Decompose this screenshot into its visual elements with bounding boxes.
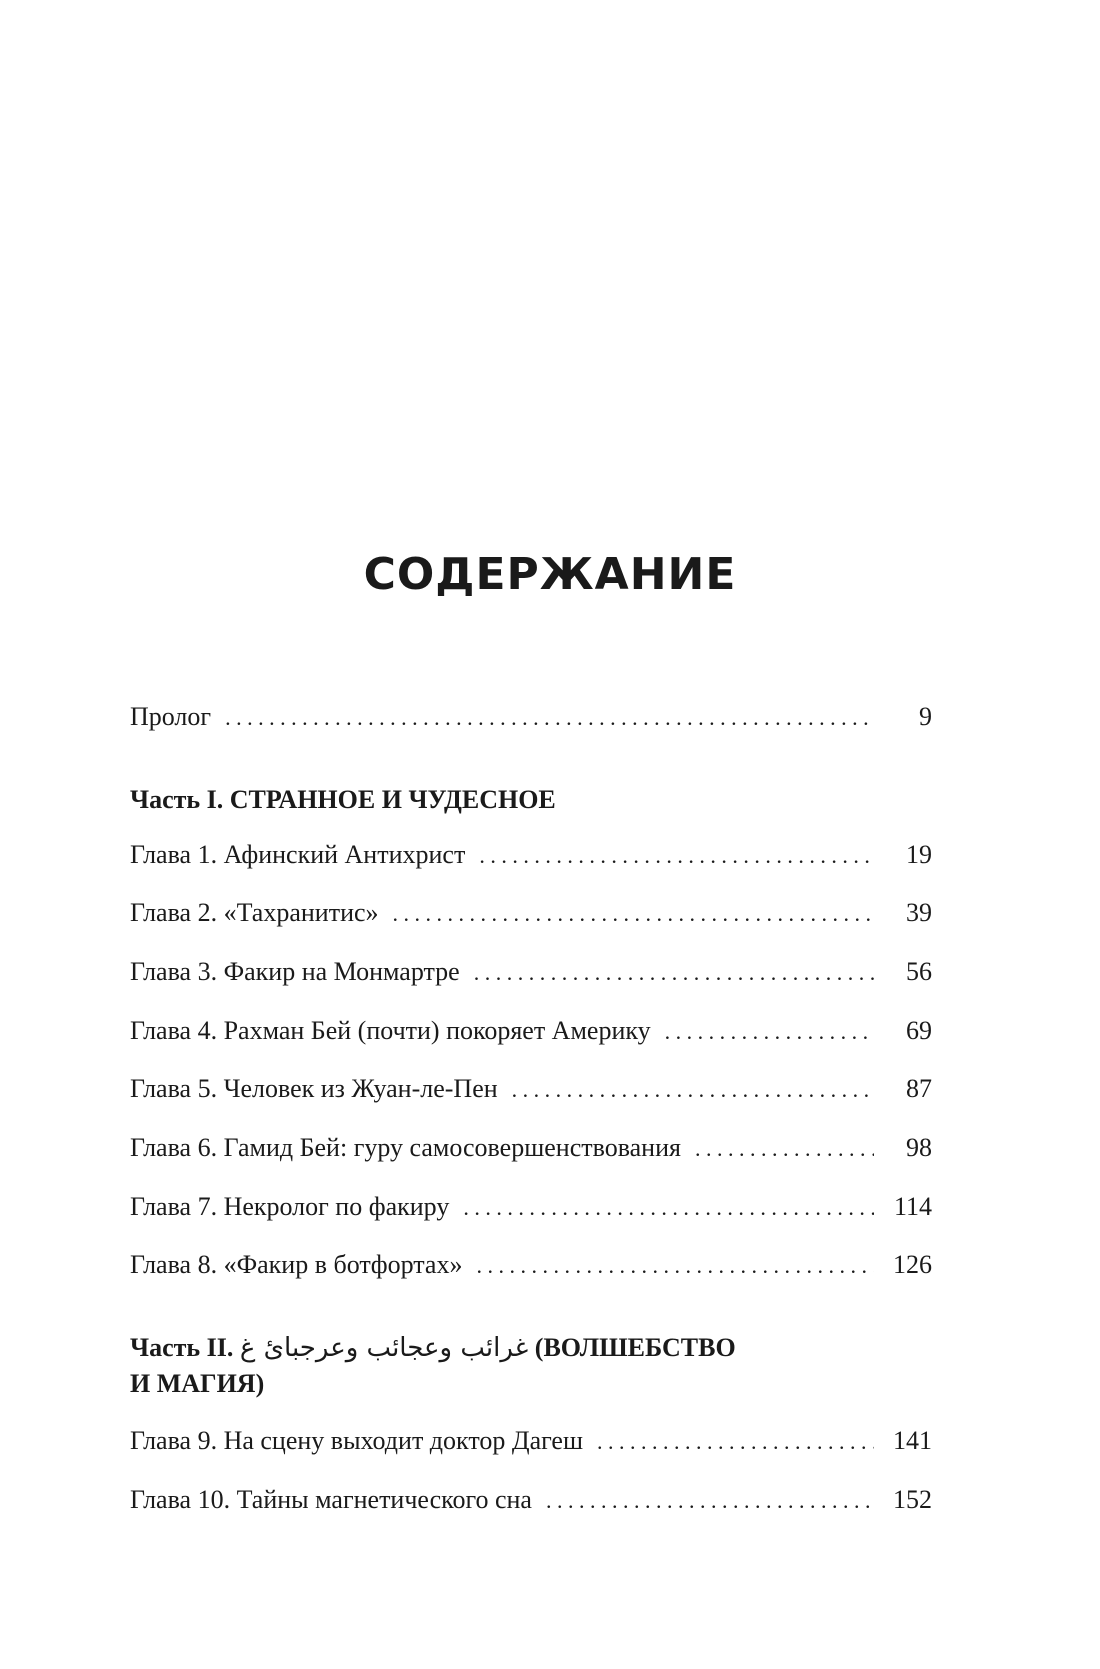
toc-entry-title: Глава 5. Человек из Жуан-ле-Пен: [130, 1074, 498, 1103]
toc-entry-title: Глава 1. Афинский Антихрист: [130, 840, 466, 869]
toc-entry-page: 141: [893, 1426, 932, 1455]
toc-entry-title: Глава 9. На сцену выходит доктор Дагеш: [130, 1426, 583, 1455]
dot-leader: [512, 1073, 874, 1107]
toc-entry-chapter-9[interactable]: [130, 1424, 932, 1459]
page-title: СОДЕРЖАНИЕ: [363, 549, 737, 600]
toc-entry-title: Глава 4. Рахман Бей (почти) покоряет Америку: [130, 1016, 651, 1045]
part-2-suffix: (ВОЛШЕБСТВО: [534, 1333, 736, 1362]
toc-entry-page: 98: [906, 1133, 932, 1162]
toc-entry-chapter-8[interactable]: [130, 1248, 932, 1283]
part-heading-2: [130, 1330, 932, 1366]
toc-entry-chapter-1[interactable]: [130, 838, 932, 873]
toc-entry-page: 114: [893, 1192, 932, 1221]
part-2-prefix: Часть II.: [130, 1333, 234, 1362]
toc-entry-title: Глава 7. Некролог по факиру: [130, 1192, 450, 1221]
toc-entry-page: 19: [906, 840, 932, 869]
toc-entry-page: 39: [906, 898, 932, 927]
toc-entry-chapter-5[interactable]: [130, 1072, 932, 1107]
toc-entry-chapter-3[interactable]: [130, 955, 932, 990]
toc-entry-page: 87: [906, 1074, 932, 1103]
toc-entry-chapter-4[interactable]: [130, 1014, 932, 1049]
dot-leader: [665, 1015, 874, 1049]
dot-leader: [474, 956, 874, 990]
dot-leader: [393, 897, 874, 931]
dot-leader: [695, 1132, 874, 1166]
toc-entry-chapter-6[interactable]: [130, 1131, 932, 1166]
dot-leader: [546, 1484, 874, 1518]
toc-entry-title: Глава 6. Гамид Бей: гуру самосовершенствования: [130, 1133, 681, 1162]
dot-leader: [479, 839, 874, 873]
toc-entry-page: 69: [906, 1016, 932, 1045]
part-heading-1: Часть I. СТРАННОЕ И ЧУДЕСНОЕ: [130, 785, 556, 814]
part-2-arabic-title: غرائب وعجائب وعرجبائ غ: [239, 1333, 529, 1363]
toc-entry-title: Глава 10. Тайны магнетического сна: [130, 1485, 532, 1514]
part-heading-2-line-2: И МАГИЯ): [130, 1369, 265, 1398]
dot-leader: [476, 1249, 874, 1283]
toc-entry-page: 126: [893, 1250, 932, 1279]
toc-entry-title: Глава 8. «Факир в ботфортах»: [130, 1250, 463, 1279]
toc-entry-page: 152: [893, 1485, 932, 1514]
dot-leader: [225, 701, 874, 735]
toc-entry-prologue[interactable]: [130, 700, 932, 735]
dot-leader: [597, 1425, 874, 1459]
toc-entry-page: 56: [906, 957, 932, 986]
toc-entry-chapter-10[interactable]: [130, 1483, 932, 1518]
toc-entry-title: Глава 3. Факир на Монмартре: [130, 957, 460, 986]
toc-entry-title: Пролог: [130, 702, 212, 731]
toc-entry-title: Глава 2. «Тахранитис»: [130, 898, 379, 927]
dot-leader: [463, 1191, 874, 1225]
toc-entry-chapter-7[interactable]: [130, 1190, 932, 1225]
toc-entry-chapter-2[interactable]: [130, 896, 932, 931]
toc-entry-page: 9: [919, 702, 932, 731]
